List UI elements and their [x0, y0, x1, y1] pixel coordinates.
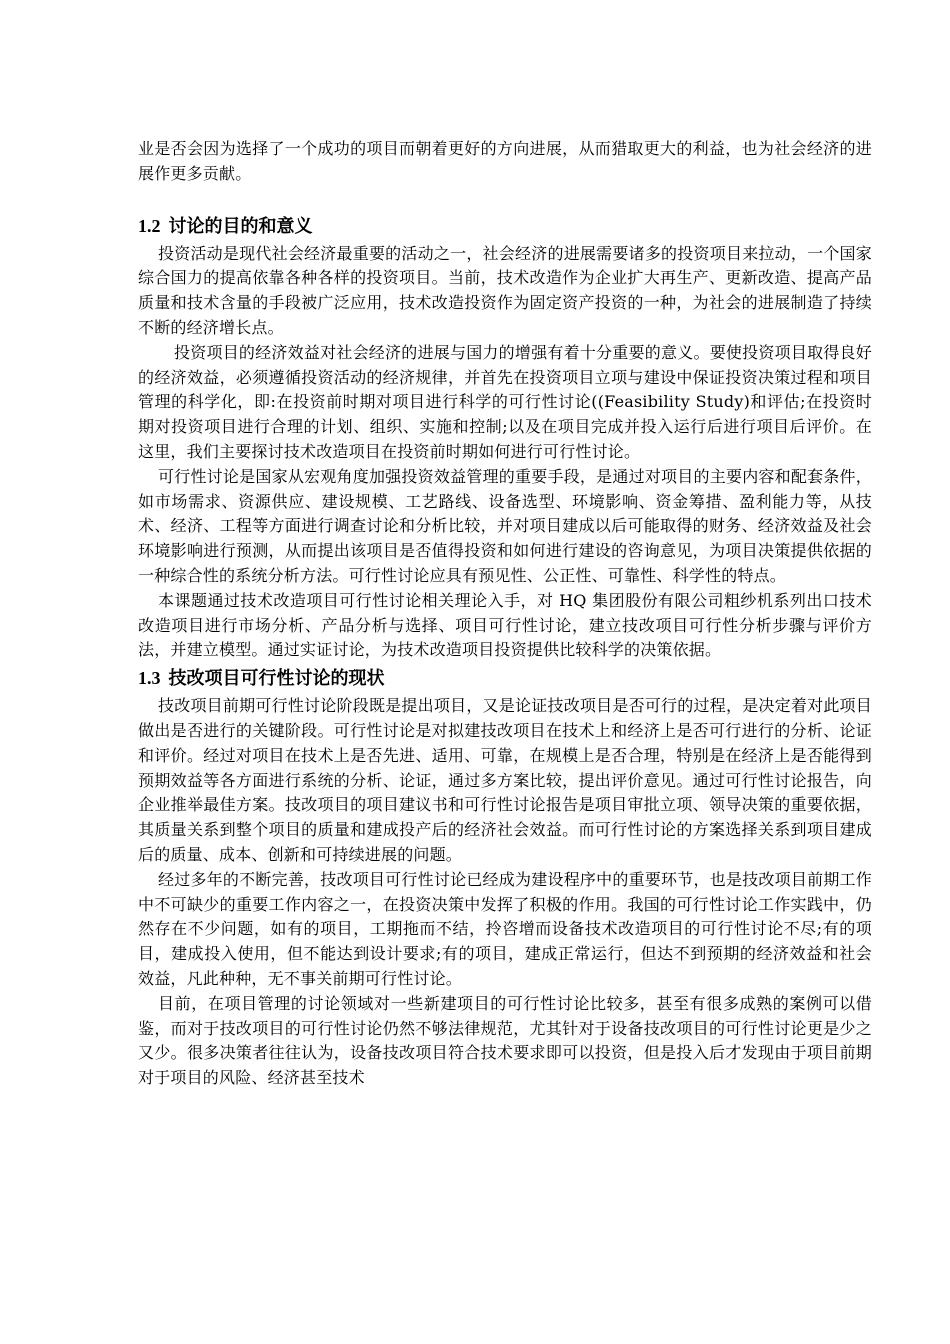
paragraph: 投资项目的经济效益对社会经济的进展与国力的增强有着十分重要的意义。要使投资项目取得良好的经济效益，必须遵循投资活动的经济规律，并首先在投资项目立项与建设中保证投资决策过程和项目管理的科学化，即:在投资前时期对项目进行科学的可行性讨论((Feasibility Study)和评估;在投资时期对投资项目进行合理的计划、组织、实施和控制;以及在项目完成并投入运行后进行项目后评价。在这里，我们主要探讨技术改造项目在投资前时期如何进行可行性讨论。: [138, 342, 872, 461]
intro-paragraph: 业是否会因为选择了一个成功的项目而朝着更好的方向进展，从而猎取更大的利益，也为社会经济的进展作更多贡献。: [138, 139, 872, 183]
paragraph: 目前，在项目管理的讨论领域对一些新建项目的可行性讨论比较多，甚至有很多成熟的案例可以借鉴，而对于技改项目的可行性讨论仍然不够法律规范，尤其针对于设备技改项目的可行性讨论更是少之又少。很多决策者往往认为，设备技改项目符合技术要求即可以投资，但是投入后才发现由于项目前期对于项目的风险、经济甚至技术: [138, 993, 872, 1088]
section-title: 讨论的目的和意义: [168, 215, 313, 237]
section-number: 1.3: [138, 668, 161, 689]
paragraph: 本课题通过技术改造项目可行性讨论相关理论入手，对 HQ 集团股份有限公司粗纱机系列出口技术改造项目进行市场分析、产品分析与选择、项目可行性讨论，建立技改项目可行性分析步骤与评价方法，并建立模型。通过实证讨论，为技术改造项目投资提供比较科学的决策依据。: [138, 590, 872, 660]
document-page: [138, 137, 872, 1091]
section-title: 技改项目可行性讨论的现状: [168, 668, 385, 690]
section-number: 1.2: [138, 215, 161, 236]
paragraph: 技改项目前期可行性讨论阶段既是提出项目，又是论证技改项目是否可行的过程，是决定着对此项目做出是否进行的关键阶段。可行性讨论是对拟建技改项目在技术上和经济上是否可行进行的分析、论证和评价。经过对项目在技术上是否先进、适用、可靠，在规模上是否合理，特别是在经济上是否能得到预期效益等各方面进行系统的分析、论证，通过多方案比较，提出评价意见。通过可行性讨论报告，向企业推举最佳方案。技改项目的项目建议书和可行性讨论报告是项目审批立项、领导决策的重要依据，其质量关系到整个项目的质量和建成投产后的经济社会效益。而可行性讨论的方案选择关系到项目建成后的质量、成本、创新和可持续进展的问题。: [138, 696, 872, 864]
section-heading-1-3: [138, 663, 872, 694]
paragraph: 投资活动是现代社会经济最重要的活动之一，社会经济的进展需要诸多的投资项目来拉动，一个国家综合国力的提高依靠各种各样的投资项目。当前，技术改造作为企业扩大再生产、更新改造、提高产品质量和技术含量的手段被广泛应用，技术改造投资作为固定资产投资的一种，为社会的进展制造了持续不断的经济增长点。: [138, 243, 872, 337]
section-heading-1-2: [138, 211, 872, 242]
paragraph: 可行性讨论是国家从宏观角度加强投资效益管理的重要手段，是通过对项目的主要内容和配套条件，如市场需求、资源供应、建设规模、工艺路线、设备选型、环境影响、资金筹措、盈利能力等，从技术、经济、工程等方面进行调查讨论和分析比较，并对项目建成以后可能取得的财务、经济效益及社会环境影响进行预测，从而提出该项目是否值得投资和如何进行建设的咨询意见，为项目决策提供依据的一种综合性的系统分析方法。可行性讨论应具有预见性、公正性、可靠性、科学性的特点。: [138, 466, 872, 585]
paragraph: 经过多年的不断完善，技改项目可行性讨论已经成为建设程序中的重要环节，也是技改项目前期工作中不可缺少的重要工作内容之一，在投资决策中发挥了积极的作用。我国的可行性讨论工作实践中，仍然存在不少问题，如有的项目，工期拖而不结，拎咨增而设备技术改造项目的可行性讨论不尽;有的项目，建成投入使用，但不能达到设计要求;有的项目，建成正常运行，但达不到预期的经济效益和社会效益，凡此种种，无不事关前期可行性讨论。: [138, 869, 872, 988]
